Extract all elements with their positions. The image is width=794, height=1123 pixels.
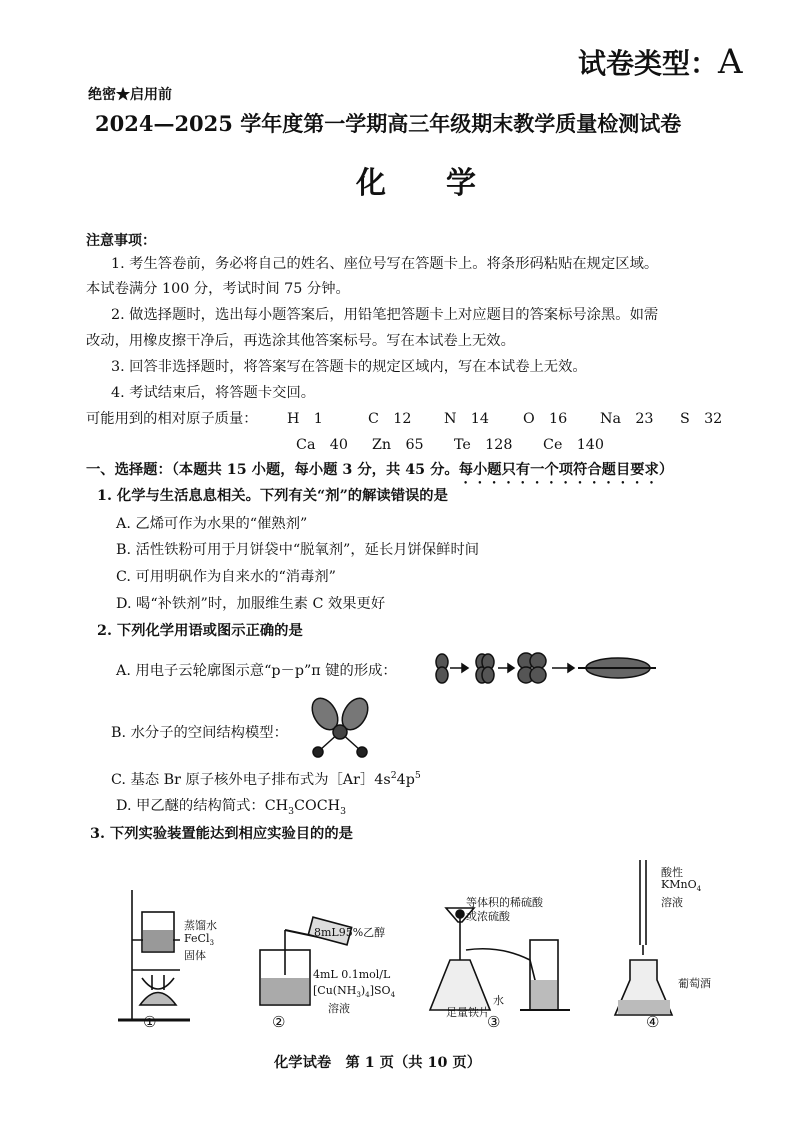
confidential-mark: 绝密★启用前 <box>88 87 172 103</box>
apparatus-3-label-2: 或浓硫酸 <box>466 910 510 923</box>
apparatus-2-complex-a: [Cu(NH <box>313 984 357 997</box>
section-1-emphasis: 每小题只有一个项符合题目要求 <box>458 462 659 478</box>
atomic-mass-ca: Ca 40 <box>296 437 348 453</box>
apparatus-3-label-1: 等体积的稀硫酸 <box>466 896 543 909</box>
notice-line-5: 3. 回答非选择题时，将答案写在答题卡的规定区域内，写在本试卷上无效。 <box>111 359 587 375</box>
apparatus-3-label-4: 足量铁片 <box>446 1006 490 1019</box>
apparatus-4-label-2 <box>661 878 701 893</box>
section-1-heading <box>86 459 673 487</box>
atomic-mass-n: N 14 <box>444 411 489 427</box>
apparatus-1-label-2 <box>184 932 214 947</box>
question-2-option-b: B. 水分子的空间结构模型： <box>111 725 288 741</box>
apparatus-4-label-4: 葡萄酒 <box>678 977 711 990</box>
apparatus-2-complex-sub-2: 4 <box>365 990 370 1000</box>
atomic-mass-te: Te 128 <box>454 437 513 453</box>
question-2-option-a: A. 用电子云轮廓图示意“p－p”π 键的形成： <box>116 663 397 679</box>
question-1-option-c: C. 可用明矾作为自来水的“消毒剂” <box>116 569 336 585</box>
atomic-mass-o: O 16 <box>523 411 568 427</box>
apparatus-2-complex-sub-3: 4 <box>390 990 396 1000</box>
atomic-mass-na: Na 23 <box>600 411 654 427</box>
apparatus-2-label-1: 8mL95%乙醇 <box>314 926 386 939</box>
question-2-option-c <box>111 769 421 789</box>
exam-title: 2024—2025 学年度第一学期高三年级期末教学质量检测试卷 <box>95 111 682 136</box>
apparatus-2-number: ② <box>272 1013 286 1031</box>
apparatus-1-fecl-sub: 3 <box>209 938 215 948</box>
apparatus-1-label-3: 固体 <box>184 949 206 962</box>
atomic-mass-ce: Ce 140 <box>543 437 604 453</box>
notice-line-4: 改动，用橡皮擦干净后，再选涂其他答案标号。写在本试卷上无效。 <box>86 333 515 349</box>
paper-type-label: 试卷类型： <box>578 47 719 80</box>
atomic-masses-label: 可能用到的相对原子质量： <box>86 411 258 427</box>
option-c-sup-2: 5 <box>414 770 421 782</box>
option-d-sub-2: 3 <box>340 805 347 817</box>
question-1-stem: 1. 化学与生活息息相关。下列有关“剂”的解读错误的是 <box>97 488 448 504</box>
question-2-stem: 2. 下列化学用语或图示正确的是 <box>97 623 303 639</box>
notice-heading: 注意事项： <box>86 233 156 249</box>
apparatus-1-number: ① <box>143 1013 157 1031</box>
option-c-sup-1: 2 <box>390 770 397 782</box>
pi-bond-electron-cloud-diagram <box>428 650 664 686</box>
question-1-option-d: D. 喝“补铁剂”时，加服维生素 C 效果更好 <box>116 596 386 612</box>
question-1-option-a: A. 乙烯可作为水果的“催熟剂” <box>116 516 308 532</box>
question-3-stem: 3. 下列实验装置能达到相应实验目的的是 <box>90 826 353 842</box>
apparatus-2-complex-b: ) <box>360 984 366 997</box>
atomic-mass-c: C 12 <box>368 411 412 427</box>
apparatus-4-label-3: 溶液 <box>661 896 683 909</box>
subject-title: 化 学 <box>356 166 476 201</box>
apparatus-2-label-4: 溶液 <box>328 1002 350 1015</box>
notice-line-1: 1. 考生答卷前，务必将自己的姓名、座位号写在答题卡上。将条形码粘贴在规定区域。 <box>111 256 659 272</box>
apparatus-2-label-3 <box>313 984 395 999</box>
atomic-mass-s: S 32 <box>680 411 723 427</box>
notice-line-2: 本试卷满分 100 分，考试时间 75 分钟。 <box>86 281 350 297</box>
option-c-prefix: C. 基态 Br 原子核外电子排布式为［Ar］4s <box>111 772 391 788</box>
atomic-mass-zn: Zn 65 <box>372 437 424 453</box>
apparatus-4-number: ④ <box>646 1013 660 1031</box>
notice-line-6: 4. 考试结束后，将答题卡交回。 <box>111 385 316 401</box>
apparatus-4-kmno: KMnO <box>661 878 697 891</box>
option-d-mid: COCH <box>294 798 341 814</box>
question-2-option-d <box>116 795 346 817</box>
apparatus-1-fecl: FeCl <box>184 932 210 945</box>
apparatus-2-label-2: 4mL 0.1mol/L <box>313 968 391 981</box>
apparatus-3-number: ③ <box>487 1013 501 1031</box>
paper-type <box>578 42 743 82</box>
section-1-suffix: ） <box>658 462 674 478</box>
option-d-sub-1: 3 <box>288 805 295 817</box>
water-molecule-model <box>300 692 380 762</box>
apparatus-1-label-1: 蒸馏水 <box>184 919 217 932</box>
apparatus-4-kmno-sub: 4 <box>696 884 702 894</box>
paper-type-value: A <box>718 42 743 82</box>
apparatus-3-label-3: 水 <box>493 994 504 1007</box>
question-1-option-b: B. 活性铁粉可用于月饼袋中“脱氧剂”，延长月饼保鲜时间 <box>116 542 480 558</box>
option-d-prefix: D. 甲乙醚的结构简式：CH <box>116 798 289 814</box>
atomic-mass-h: H 1 <box>287 411 323 427</box>
option-c-mid: 4p <box>396 772 415 788</box>
section-1-prefix: 一、选择题：（本题共 15 小题，每小题 3 分，共 45 分。 <box>86 462 459 478</box>
page-footer: 化学试卷 第 1 页（共 10 页） <box>274 1055 482 1071</box>
apparatus-4-label-1: 酸性 <box>661 866 683 879</box>
notice-line-3: 2. 做选择题时，选出每小题答案后，用铅笔把答题卡上对应题目的答案标号涂黑。如需 <box>111 307 659 323</box>
apparatus-2-complex-sub-1: 3 <box>356 990 361 1000</box>
apparatus-2-complex-c: ]SO <box>369 984 391 997</box>
